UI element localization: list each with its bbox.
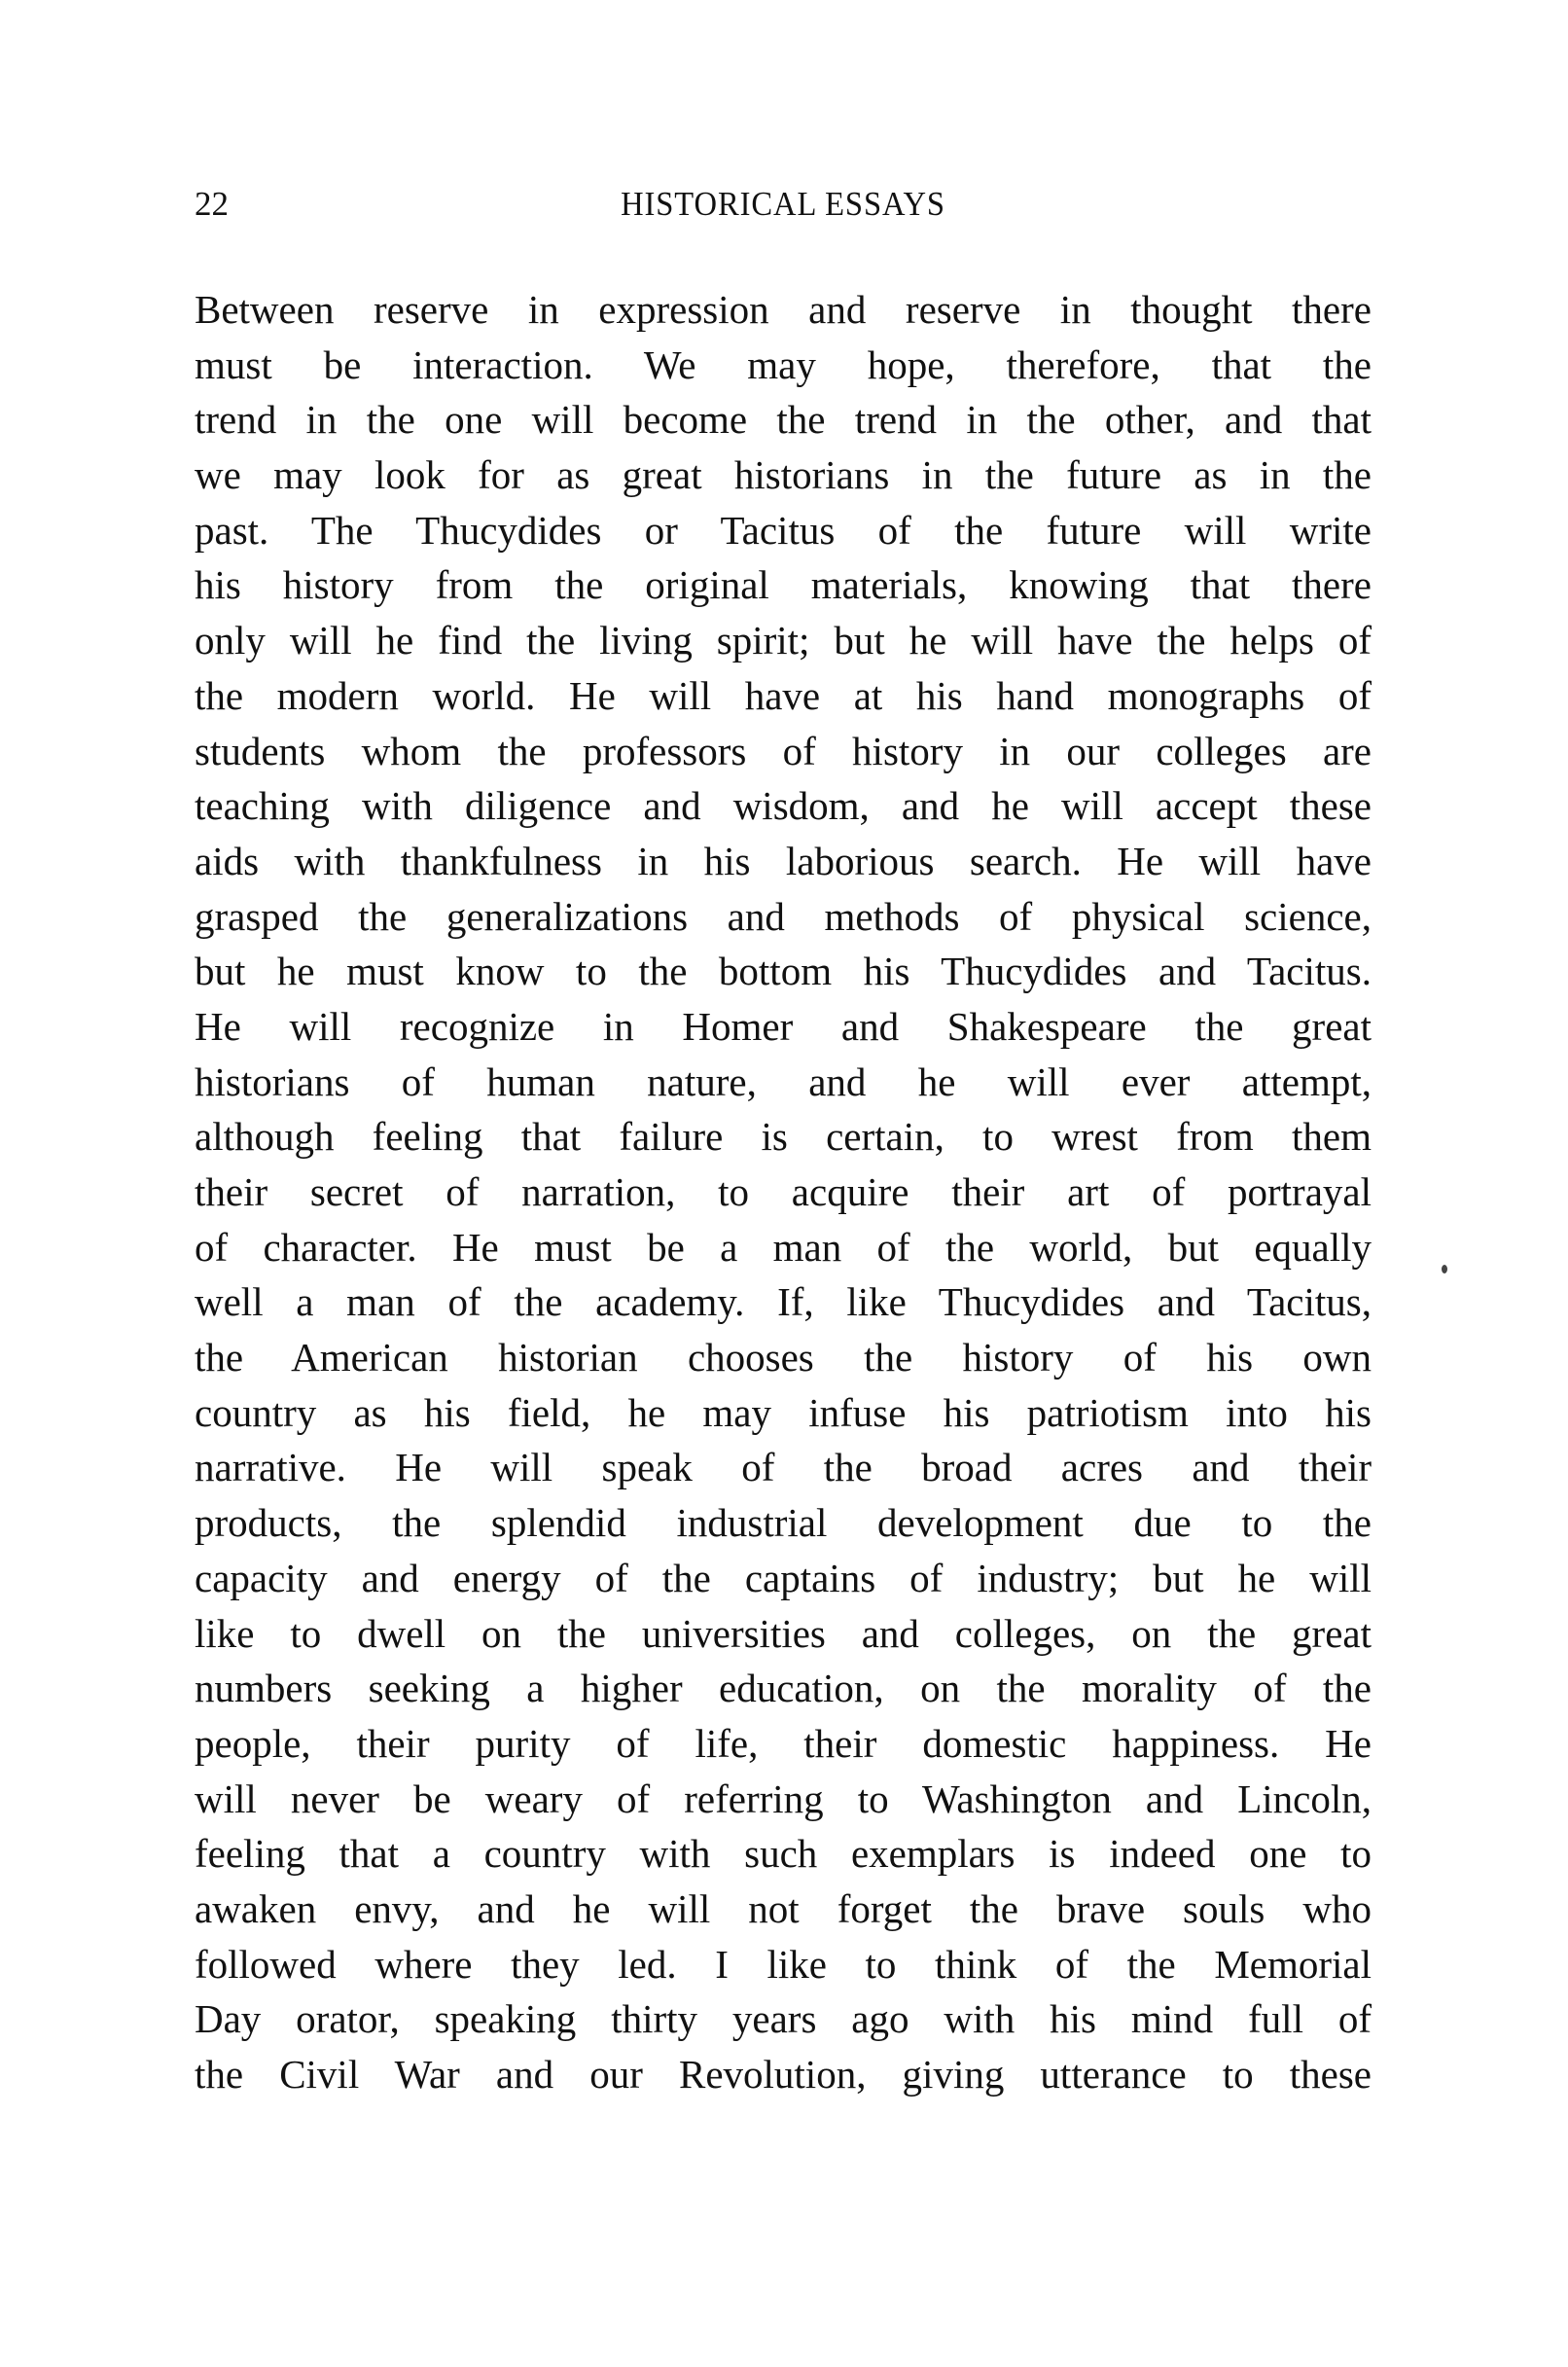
text-line (195, 1440, 1372, 1495)
text-line (195, 557, 1372, 613)
text-line (195, 1551, 1372, 1606)
text-line (195, 944, 1372, 999)
text-line (195, 834, 1372, 889)
text-line-content: grasped the generalizations and methods of physical science, (195, 893, 1372, 939)
body-text (195, 282, 1372, 2102)
text-line-content: only will he find the living spirit; but he will have the helps of (195, 618, 1372, 663)
text-line-content: well a man of the academy. If, like Thucydides and Tacitus, (195, 1279, 1372, 1325)
text-line-content: aids with thankfulness in his laborious search. He will have (195, 838, 1372, 883)
text-line (195, 1826, 1372, 1882)
text-line-content: capacity and energy of the captains of industry; but he will (195, 1555, 1372, 1600)
text-line-content: their secret of narration, to acquire their art of portrayal (195, 1169, 1372, 1214)
text-line-content: awaken envy, and he will not forget the brave souls who (195, 1885, 1372, 1931)
text-line (195, 1882, 1372, 1937)
text-line (195, 1055, 1372, 1110)
text-line-content: but he must know to the bottom his Thucydides and Tacitus. (195, 949, 1372, 994)
text-line-content: Between reserve in expression and reserve in thought there (195, 287, 1372, 332)
text-line-content: followed where they led. I like to think of the Memorial (195, 1941, 1372, 1987)
text-line (195, 503, 1372, 558)
text-line-content: although feeling that failure is certain, to wrest from them (195, 1114, 1372, 1160)
page-number: 22 (195, 185, 229, 223)
text-line-content: narrative. He will speak of the broad acres and their (195, 1445, 1372, 1490)
text-line-content: students whom the professors of history in our colleges are (195, 728, 1372, 773)
text-line (195, 1220, 1372, 1275)
text-line-content: numbers seeking a higher education, on the morality of the (195, 1666, 1372, 1711)
text-line (195, 1772, 1372, 1827)
text-line (195, 1109, 1372, 1165)
text-line (195, 1495, 1372, 1551)
text-line-content: will never be weary of referring to Washington and Lincoln, (195, 1775, 1372, 1821)
text-line (195, 1716, 1372, 1772)
text-line (195, 1606, 1372, 1662)
text-line (195, 613, 1372, 668)
stray-ink-mark (1442, 1265, 1447, 1273)
text-line-content: must be interaction. We may hope, therefore, that the (195, 341, 1372, 387)
text-line (195, 778, 1372, 834)
text-line-content: the Civil War and our Revolution, giving utterance to these (195, 2052, 1372, 2097)
text-line (195, 724, 1372, 779)
text-line-content: the American historian chooses the history of his own (195, 1335, 1372, 1381)
text-line (195, 2047, 1372, 2102)
text-line-content: the modern world. He will have at his hand monographs of (195, 672, 1372, 718)
text-line (195, 668, 1372, 724)
text-line (195, 999, 1372, 1055)
text-line-content: we may look for as great historians in the future as in the (195, 452, 1372, 498)
text-line-content: teaching with diligence and wisdom, and he will accept these (195, 783, 1372, 829)
text-line (195, 282, 1372, 338)
text-line-content: people, their purity of life, their domestic happiness. He (195, 1720, 1372, 1766)
text-line-content: country as his field, he may infuse his patriotism into his (195, 1389, 1372, 1435)
text-line (195, 889, 1372, 945)
text-line-content: historians of human nature, and he will ever attempt, (195, 1058, 1372, 1104)
running-head (195, 185, 1372, 233)
text-line-content: like to dwell on the universities and colleges, on the great (195, 1610, 1372, 1656)
text-line-content: Day orator, speaking thirty years ago with his mind full of (195, 1996, 1372, 2042)
running-title: HISTORICAL ESSAYS (621, 185, 945, 223)
text-line-content: trend in the one will become the trend in the other, and that (195, 397, 1372, 443)
text-line (195, 1937, 1372, 1992)
text-line (195, 338, 1372, 393)
text-line-content: products, the splendid industrial development due to the (195, 1500, 1372, 1546)
text-line-content: his history from the original materials, knowing that there (195, 562, 1372, 608)
text-line (195, 448, 1372, 503)
text-line (195, 392, 1372, 448)
text-line-content: feeling that a country with such exemplars is indeed one to (195, 1831, 1372, 1877)
text-line-content: of character. He must be a man of the world, but equally (195, 1224, 1372, 1270)
text-line-content: past. The Thucydides or Tacitus of the future will write (195, 507, 1372, 553)
text-line (195, 1661, 1372, 1716)
text-line (195, 1385, 1372, 1441)
text-line (195, 1330, 1372, 1385)
text-line (195, 1991, 1372, 2047)
text-line-content: He will recognize in Homer and Shakespeare the great (195, 1003, 1372, 1049)
text-line (195, 1165, 1372, 1220)
text-line (195, 1274, 1372, 1330)
